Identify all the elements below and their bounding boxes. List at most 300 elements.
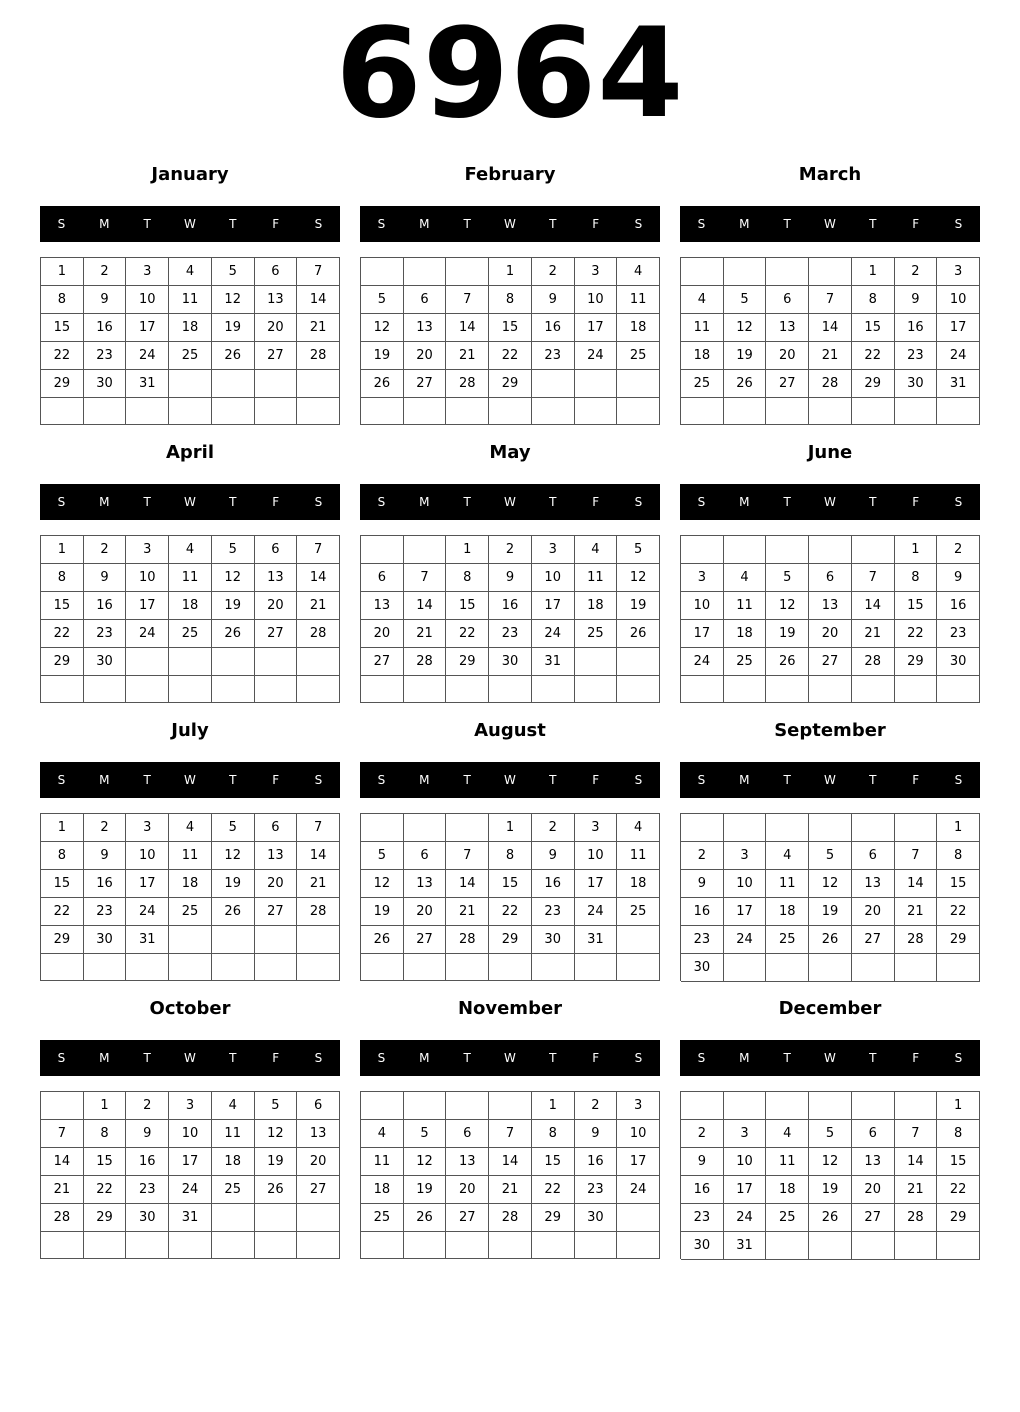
day-cell: 13 (852, 870, 895, 898)
day-cell: 3 (532, 536, 575, 564)
empty-day-cell (766, 676, 809, 703)
empty-day-cell (937, 954, 980, 982)
day-cell: 16 (84, 314, 127, 342)
weekday-label: S (634, 495, 643, 509)
year-title: 6964 (335, 2, 685, 146)
day-cell: 16 (575, 1148, 618, 1176)
empty-day-cell (724, 258, 767, 286)
day-cell: 19 (809, 898, 852, 926)
weekday-label: F (912, 217, 920, 231)
empty-day-cell (724, 536, 767, 564)
day-cell: 14 (404, 592, 447, 620)
day-cell: 14 (41, 1148, 84, 1176)
empty-day-cell (724, 1092, 767, 1120)
day-cell: 12 (255, 1120, 298, 1148)
empty-day-cell (724, 398, 767, 425)
day-cell: 23 (575, 1176, 618, 1204)
day-cell: 25 (766, 1204, 809, 1232)
weekday-label: M (739, 495, 750, 509)
weekday-label: W (184, 773, 196, 787)
day-cell: 29 (489, 926, 532, 954)
day-cell: 11 (766, 1148, 809, 1176)
day-cell: 27 (852, 1204, 895, 1232)
day-cell: 9 (84, 564, 127, 592)
month-name: March (798, 164, 862, 185)
empty-day-cell (169, 926, 212, 954)
weekday-label: S (314, 217, 323, 231)
day-cell: 31 (575, 926, 618, 954)
weekday-label: W (184, 495, 196, 509)
weekday-label: S (377, 217, 386, 231)
day-cell: 6 (404, 842, 447, 870)
day-cell: 29 (41, 648, 84, 676)
weekday-label: W (504, 495, 516, 509)
day-cell: 10 (169, 1120, 212, 1148)
day-cell: 31 (126, 370, 169, 398)
weekday-label: F (272, 1051, 280, 1065)
weekday-label: S (697, 217, 706, 231)
weekday-label: M (99, 495, 110, 509)
day-cell: 22 (532, 1176, 575, 1204)
day-cell: 12 (404, 1148, 447, 1176)
empty-day-cell (212, 926, 255, 954)
day-cell: 18 (681, 342, 724, 370)
day-cell: 12 (212, 564, 255, 592)
day-cell: 17 (169, 1148, 212, 1176)
empty-day-cell (255, 398, 298, 425)
day-cell: 6 (852, 842, 895, 870)
day-cell: 4 (169, 814, 212, 842)
day-cell: 11 (617, 842, 660, 870)
empty-day-cell (575, 398, 618, 425)
empty-day-cell (575, 370, 618, 398)
day-cell: 16 (489, 592, 532, 620)
day-cell: 1 (446, 536, 489, 564)
day-cell: 8 (937, 1120, 980, 1148)
weekday-label: T (143, 1051, 151, 1065)
weekday-label: T (783, 773, 791, 787)
day-cell: 22 (41, 620, 84, 648)
day-cell: 28 (446, 926, 489, 954)
day-cell: 27 (255, 620, 298, 648)
day-cell: 29 (446, 648, 489, 676)
empty-day-cell (126, 398, 169, 425)
day-cell: 14 (446, 870, 489, 898)
weekday-label: M (419, 773, 430, 787)
day-cell: 22 (41, 898, 84, 926)
empty-day-cell (361, 954, 404, 981)
day-cell: 21 (41, 1176, 84, 1204)
day-cell: 3 (681, 564, 724, 592)
day-cell: 24 (617, 1176, 660, 1204)
day-cell: 19 (212, 870, 255, 898)
days-grid (360, 813, 660, 981)
empty-day-cell (169, 1232, 212, 1259)
day-cell: 4 (169, 258, 212, 286)
day-cell: 27 (404, 370, 447, 398)
weekday-label: T (783, 1051, 791, 1065)
day-cell: 27 (766, 370, 809, 398)
empty-day-cell (404, 1092, 447, 1120)
weekday-label: S (697, 1051, 706, 1065)
day-cell: 31 (126, 926, 169, 954)
empty-day-cell (41, 398, 84, 425)
day-cell: 21 (895, 1176, 938, 1204)
day-cell: 11 (169, 286, 212, 314)
day-cell: 12 (724, 314, 767, 342)
day-cell: 8 (41, 286, 84, 314)
empty-day-cell (297, 370, 340, 398)
day-cell: 10 (532, 564, 575, 592)
day-cell: 23 (126, 1176, 169, 1204)
weekday-label: T (463, 1051, 471, 1065)
day-cell: 17 (617, 1148, 660, 1176)
empty-day-cell (532, 676, 575, 703)
empty-day-cell (404, 258, 447, 286)
day-cell: 7 (297, 814, 340, 842)
day-cell: 16 (681, 898, 724, 926)
day-cell: 14 (852, 592, 895, 620)
weekday-label: T (549, 1051, 557, 1065)
day-cell: 1 (489, 258, 532, 286)
day-cell: 18 (766, 1176, 809, 1204)
day-cell: 18 (575, 592, 618, 620)
day-cell: 19 (404, 1176, 447, 1204)
day-cell: 16 (532, 870, 575, 898)
day-cell: 1 (895, 536, 938, 564)
day-cell: 18 (361, 1176, 404, 1204)
weekday-label: S (314, 773, 323, 787)
day-cell: 12 (617, 564, 660, 592)
day-cell: 20 (297, 1148, 340, 1176)
day-cell: 26 (361, 926, 404, 954)
weekday-header (40, 484, 340, 520)
day-cell: 23 (937, 620, 980, 648)
day-cell: 17 (126, 870, 169, 898)
empty-day-cell (852, 398, 895, 425)
day-cell: 24 (724, 926, 767, 954)
empty-day-cell (681, 814, 724, 842)
day-cell: 28 (895, 1204, 938, 1232)
empty-day-cell (532, 954, 575, 981)
day-cell: 6 (404, 286, 447, 314)
day-cell: 15 (532, 1148, 575, 1176)
weekday-header (40, 762, 340, 798)
day-cell: 27 (255, 342, 298, 370)
days-grid (40, 535, 340, 703)
empty-day-cell (617, 1232, 660, 1259)
day-cell: 5 (617, 536, 660, 564)
day-cell: 25 (766, 926, 809, 954)
empty-day-cell (297, 1232, 340, 1259)
day-cell: 6 (361, 564, 404, 592)
empty-day-cell (41, 1092, 84, 1120)
day-cell: 18 (169, 870, 212, 898)
day-cell: 24 (575, 898, 618, 926)
day-cell: 13 (809, 592, 852, 620)
empty-day-cell (895, 1092, 938, 1120)
weekday-header (680, 1040, 980, 1076)
weekday-label: T (143, 773, 151, 787)
day-cell: 9 (84, 286, 127, 314)
day-cell: 22 (937, 898, 980, 926)
empty-day-cell (404, 954, 447, 981)
empty-day-cell (169, 648, 212, 676)
month-name: December (778, 998, 882, 1019)
day-cell: 30 (84, 370, 127, 398)
empty-day-cell (255, 676, 298, 703)
day-cell: 17 (681, 620, 724, 648)
weekday-label: S (954, 1051, 963, 1065)
day-cell: 23 (489, 620, 532, 648)
day-cell: 14 (297, 286, 340, 314)
month-name: October (149, 998, 231, 1019)
day-cell: 17 (532, 592, 575, 620)
empty-day-cell (895, 1232, 938, 1260)
day-cell: 3 (724, 842, 767, 870)
weekday-label: T (229, 1051, 237, 1065)
day-cell: 19 (809, 1176, 852, 1204)
empty-day-cell (404, 676, 447, 703)
day-cell: 4 (766, 1120, 809, 1148)
empty-day-cell (852, 954, 895, 982)
day-cell: 8 (84, 1120, 127, 1148)
day-cell: 20 (255, 870, 298, 898)
empty-day-cell (617, 926, 660, 954)
day-cell: 29 (937, 1204, 980, 1232)
empty-day-cell (852, 1092, 895, 1120)
day-cell: 28 (895, 926, 938, 954)
weekday-label: M (739, 217, 750, 231)
day-cell: 2 (84, 536, 127, 564)
day-cell: 11 (766, 870, 809, 898)
day-cell: 20 (255, 314, 298, 342)
empty-day-cell (575, 676, 618, 703)
day-cell: 29 (41, 370, 84, 398)
day-cell: 17 (724, 898, 767, 926)
empty-day-cell (724, 676, 767, 703)
day-cell: 19 (361, 342, 404, 370)
day-cell: 5 (212, 258, 255, 286)
day-cell: 12 (212, 842, 255, 870)
weekday-label: W (824, 1051, 836, 1065)
empty-day-cell (255, 370, 298, 398)
day-cell: 10 (937, 286, 980, 314)
empty-day-cell (852, 1232, 895, 1260)
day-cell: 21 (297, 870, 340, 898)
day-cell: 5 (724, 286, 767, 314)
day-cell: 25 (575, 620, 618, 648)
day-cell: 18 (169, 314, 212, 342)
weekday-label: S (377, 1051, 386, 1065)
day-cell: 19 (212, 314, 255, 342)
empty-day-cell (169, 676, 212, 703)
day-cell: 23 (895, 342, 938, 370)
day-cell: 20 (255, 592, 298, 620)
day-cell: 22 (446, 620, 489, 648)
weekday-label: M (99, 1051, 110, 1065)
day-cell: 30 (532, 926, 575, 954)
day-cell: 30 (681, 1232, 724, 1260)
month-name: September (774, 720, 886, 741)
day-cell: 29 (41, 926, 84, 954)
empty-day-cell (766, 1092, 809, 1120)
day-cell: 7 (297, 536, 340, 564)
empty-day-cell (212, 370, 255, 398)
empty-day-cell (617, 1204, 660, 1232)
weekday-label: S (954, 495, 963, 509)
empty-day-cell (766, 258, 809, 286)
day-cell: 24 (724, 1204, 767, 1232)
day-cell: 29 (852, 370, 895, 398)
weekday-label: T (143, 217, 151, 231)
day-cell: 3 (126, 258, 169, 286)
day-cell: 6 (852, 1120, 895, 1148)
day-cell: 23 (681, 926, 724, 954)
empty-day-cell (84, 1232, 127, 1259)
day-cell: 2 (532, 814, 575, 842)
empty-day-cell (937, 676, 980, 703)
empty-day-cell (809, 1092, 852, 1120)
day-cell: 25 (681, 370, 724, 398)
weekday-label: T (869, 1051, 877, 1065)
empty-day-cell (126, 954, 169, 981)
empty-day-cell (766, 954, 809, 982)
day-cell: 10 (126, 564, 169, 592)
day-cell: 28 (297, 342, 340, 370)
month-name: February (464, 164, 556, 185)
day-cell: 24 (126, 620, 169, 648)
day-cell: 7 (895, 842, 938, 870)
empty-day-cell (489, 1232, 532, 1259)
day-cell: 25 (169, 898, 212, 926)
empty-day-cell (617, 398, 660, 425)
empty-day-cell (809, 258, 852, 286)
day-cell: 22 (895, 620, 938, 648)
weekday-header (360, 1040, 660, 1076)
day-cell: 8 (489, 286, 532, 314)
day-cell: 30 (681, 954, 724, 982)
day-cell: 2 (681, 842, 724, 870)
empty-day-cell (255, 1204, 298, 1232)
day-cell: 29 (84, 1204, 127, 1232)
day-cell: 26 (361, 370, 404, 398)
days-grid (360, 257, 660, 425)
empty-day-cell (84, 676, 127, 703)
day-cell: 27 (255, 898, 298, 926)
weekday-label: M (419, 495, 430, 509)
day-cell: 20 (852, 898, 895, 926)
day-cell: 18 (724, 620, 767, 648)
weekday-label: T (549, 773, 557, 787)
day-cell: 11 (724, 592, 767, 620)
day-cell: 19 (617, 592, 660, 620)
weekday-label: M (419, 217, 430, 231)
day-cell: 20 (852, 1176, 895, 1204)
day-cell: 3 (575, 814, 618, 842)
day-cell: 1 (937, 814, 980, 842)
day-cell: 11 (617, 286, 660, 314)
days-grid (680, 1091, 980, 1259)
day-cell: 7 (489, 1120, 532, 1148)
day-cell: 10 (575, 842, 618, 870)
day-cell: 23 (532, 898, 575, 926)
empty-day-cell (895, 398, 938, 425)
day-cell: 29 (489, 370, 532, 398)
day-cell: 22 (41, 342, 84, 370)
empty-day-cell (446, 1092, 489, 1120)
day-cell: 30 (84, 648, 127, 676)
day-cell: 14 (895, 1148, 938, 1176)
weekday-label: S (314, 495, 323, 509)
weekday-label: S (314, 1051, 323, 1065)
day-cell: 10 (126, 286, 169, 314)
weekday-label: W (504, 1051, 516, 1065)
weekday-label: F (272, 773, 280, 787)
weekday-label: F (912, 1051, 920, 1065)
day-cell: 29 (532, 1204, 575, 1232)
day-cell: 9 (489, 564, 532, 592)
weekday-label: S (377, 773, 386, 787)
day-cell: 9 (532, 842, 575, 870)
weekday-label: W (824, 217, 836, 231)
empty-day-cell (809, 1232, 852, 1260)
weekday-label: M (99, 217, 110, 231)
empty-day-cell (169, 370, 212, 398)
day-cell: 4 (212, 1092, 255, 1120)
weekday-label: S (634, 217, 643, 231)
day-cell: 14 (809, 314, 852, 342)
empty-day-cell (575, 954, 618, 981)
empty-day-cell (297, 954, 340, 981)
weekday-label: M (739, 1051, 750, 1065)
day-cell: 25 (361, 1204, 404, 1232)
day-cell: 27 (446, 1204, 489, 1232)
weekday-label: F (592, 1051, 600, 1065)
weekday-label: M (739, 773, 750, 787)
day-cell: 23 (681, 1204, 724, 1232)
empty-day-cell (766, 1232, 809, 1260)
empty-day-cell (297, 926, 340, 954)
empty-day-cell (41, 954, 84, 981)
empty-day-cell (212, 954, 255, 981)
month-name: November (457, 998, 563, 1019)
day-cell: 15 (937, 870, 980, 898)
day-cell: 27 (404, 926, 447, 954)
weekday-label: S (634, 1051, 643, 1065)
weekday-label: T (549, 495, 557, 509)
day-cell: 26 (766, 648, 809, 676)
empty-day-cell (809, 954, 852, 982)
day-cell: 9 (895, 286, 938, 314)
empty-day-cell (84, 954, 127, 981)
weekday-label: T (869, 217, 877, 231)
empty-day-cell (532, 370, 575, 398)
day-cell: 13 (255, 842, 298, 870)
day-cell: 27 (852, 926, 895, 954)
day-cell: 9 (532, 286, 575, 314)
day-cell: 5 (212, 814, 255, 842)
day-cell: 24 (681, 648, 724, 676)
day-cell: 26 (212, 620, 255, 648)
day-cell: 17 (126, 592, 169, 620)
day-cell: 11 (169, 842, 212, 870)
day-cell: 29 (895, 648, 938, 676)
empty-day-cell (212, 648, 255, 676)
day-cell: 7 (446, 842, 489, 870)
day-cell: 9 (575, 1120, 618, 1148)
day-cell: 13 (361, 592, 404, 620)
